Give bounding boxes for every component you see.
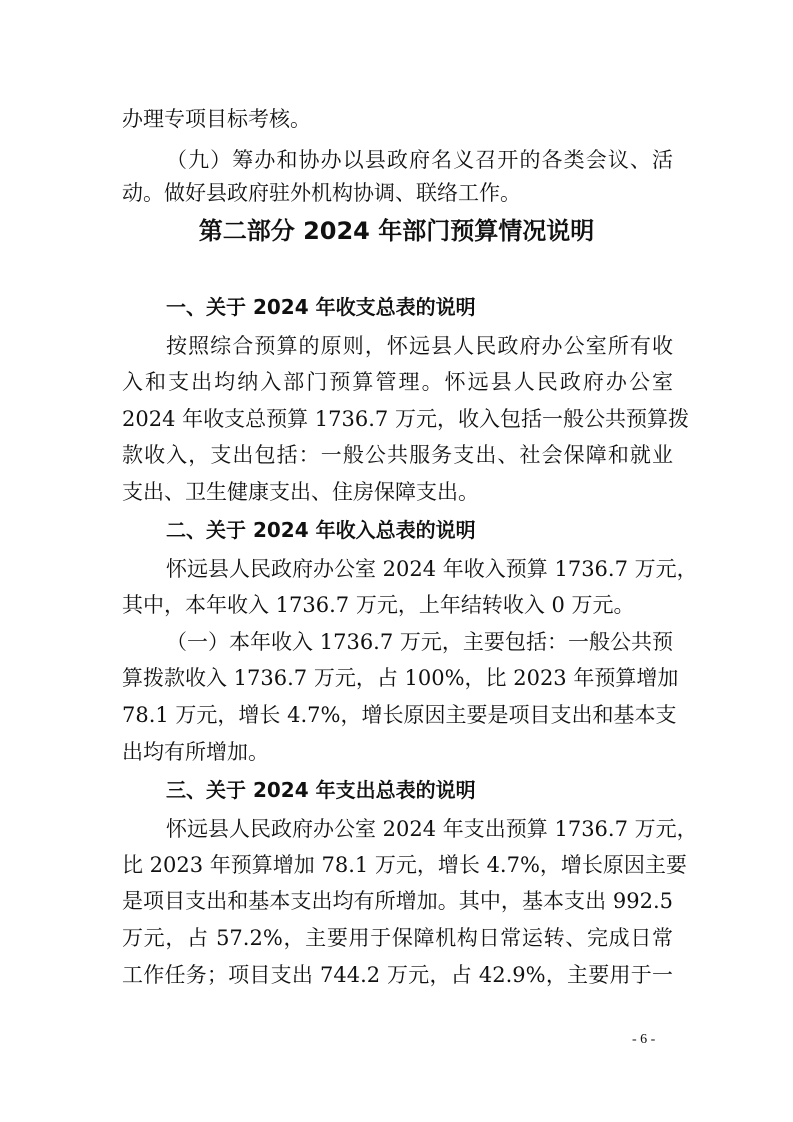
paragraph-line: 入和支出均纳入部门预算管理。怀远县人民政府办公室	[122, 370, 673, 394]
paragraph-line: 支出、卫生健康支出、住房保障支出。	[122, 480, 479, 504]
paragraph-line: 办理专项目标考核。	[122, 107, 311, 131]
paragraph-line: 怀远县人民政府办公室 2024 年收入预算 1736.7 万元，	[166, 557, 698, 581]
paragraph-line: 出均有所增加。	[122, 740, 269, 764]
paragraph-line: 78.1 万元，增长 4.7%，增长原因主要是项目支出和基本支	[122, 703, 677, 727]
paragraph-line: 款收入，支出包括：一般公共服务支出、社会保障和就业	[122, 443, 673, 467]
section-heading: 一、关于 2024 年收支总表的说明	[166, 295, 476, 319]
paragraph-line: 算拨款收入 1736.7 万元，占 100%，比 2023 年预算增加	[122, 666, 679, 690]
paragraph-line: 是项目支出和基本支出均有所增加。其中，基本支出 992.5	[122, 889, 673, 913]
paragraph-line: 怀远县人民政府办公室 2024 年支出预算 1736.7 万元，	[166, 817, 698, 841]
paragraph-line: 比 2023 年预算增加 78.1 万元，增长 4.7%，增长原因主要	[122, 853, 687, 877]
paragraph-line: 动。做好县政府驻外机构协调、联络工作。	[122, 181, 521, 205]
section-heading: 二、关于 2024 年收入总表的说明	[166, 518, 476, 542]
section-heading: 三、关于 2024 年支出总表的说明	[166, 778, 476, 802]
paragraph-line: （一）本年收入 1736.7 万元，主要包括：一般公共预	[166, 630, 673, 654]
part-title: 第二部分 2024 年部门预算情况说明	[198, 217, 595, 245]
page-number: - 6 -	[632, 1032, 656, 1047]
paragraph-line: （九）筹办和协办以县政府名义召开的各类会议、活	[166, 148, 673, 172]
paragraph-line: 万元，占 57.2%，主要用于保障机构日常运转、完成日常	[122, 926, 673, 950]
paragraph-line: 2024 年收支总预算 1736.7 万元，收入包括一般公共预算拨	[122, 407, 689, 431]
paragraph-line: 工作任务；项目支出 744.2 万元，占 42.9%，主要用于一	[122, 963, 673, 987]
paragraph-line: 按照综合预算的原则，怀远县人民政府办公室所有收	[166, 334, 673, 358]
paragraph-line: 其中，本年收入 1736.7 万元，上年结转收入 0 万元。	[122, 593, 635, 617]
